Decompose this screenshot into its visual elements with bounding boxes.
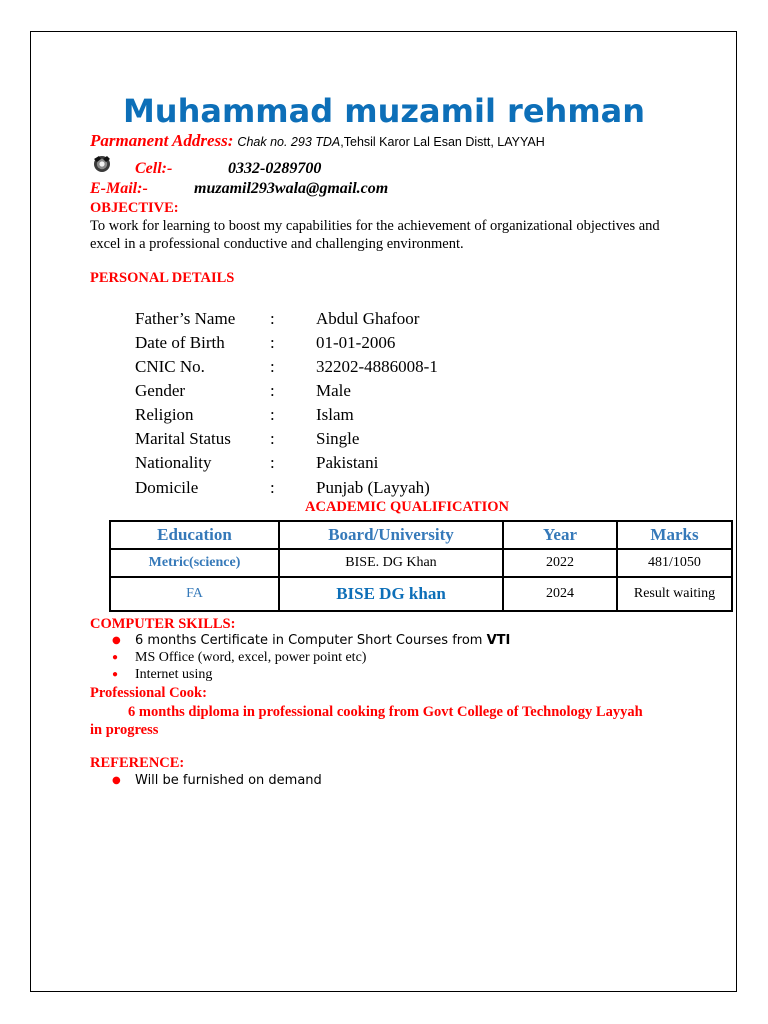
address-value xyxy=(237,135,544,149)
cell-value: 0332-0289700 xyxy=(228,160,322,177)
personal-colon: : xyxy=(270,405,275,424)
personal-colon: : xyxy=(270,357,275,376)
personal-value: 01-01-2006 xyxy=(316,333,396,352)
table-row xyxy=(110,549,732,577)
skill-text: MS Office (word, excel, power point etc) xyxy=(135,650,367,665)
academic-qualification-heading: ACADEMIC QUALIFICATION xyxy=(305,499,509,515)
resume-name: Muhammad muzamil rehman xyxy=(122,92,646,130)
reference-heading: REFERENCE: xyxy=(90,755,185,771)
skill-text: 6 months Certificate in Computer Short Courses from xyxy=(135,633,487,648)
list-item xyxy=(112,650,366,666)
objective-heading: OBJECTIVE: xyxy=(90,200,179,216)
cook-description: 6 months diploma in professional cooking from Govt College of Technology Layyah xyxy=(128,704,643,720)
table-cell-education: FA xyxy=(110,577,279,611)
personal-key: Gender xyxy=(135,381,186,400)
table-cell-year: 2024 xyxy=(503,577,617,611)
personal-key: CNIC No. xyxy=(135,357,205,376)
bullet-icon: ● xyxy=(112,635,121,646)
personal-key: Father’s Name xyxy=(135,309,236,328)
personal-value: Male xyxy=(316,381,351,400)
professional-cook-heading: Professional Cook: xyxy=(90,685,207,701)
personal-details-heading: PERSONAL DETAILS xyxy=(90,270,235,286)
personal-colon: : xyxy=(270,478,275,497)
address-label: Parmanent Address: xyxy=(90,131,234,150)
table-header-row xyxy=(110,521,732,549)
personal-colon: : xyxy=(270,309,275,328)
personal-colon: : xyxy=(270,453,275,472)
academic-table xyxy=(109,520,733,612)
skill-text: Internet using xyxy=(135,667,213,682)
computer-skills-heading: COMPUTER SKILLS: xyxy=(90,616,236,632)
list-item xyxy=(112,667,212,683)
list-item xyxy=(112,773,322,788)
personal-key: Nationality xyxy=(135,453,212,472)
table-cell-marks: 481/1050 xyxy=(617,549,732,577)
address-value-rest: ,Tehsil Karor Lal Esan Distt, LAYYAH xyxy=(340,135,545,149)
personal-value: 32202-4886008-1 xyxy=(316,357,438,376)
address-value-italic: Chak no. 293 TDA xyxy=(237,135,341,149)
personal-key: Marital Status xyxy=(135,429,231,448)
list-item xyxy=(112,633,510,648)
cook-status: in progress xyxy=(90,722,159,738)
phone-icon xyxy=(92,155,112,173)
bullet-icon: ● xyxy=(112,775,121,786)
personal-colon: : xyxy=(270,429,275,448)
bullet-icon: ● xyxy=(112,652,119,664)
personal-colon: : xyxy=(270,333,275,352)
personal-value: Pakistani xyxy=(316,453,379,472)
column-header: Board/University xyxy=(279,521,503,549)
table-cell-year: 2022 xyxy=(503,549,617,577)
personal-colon: : xyxy=(270,381,275,400)
personal-key: Domicile xyxy=(135,478,199,497)
table-cell-marks: Result waiting xyxy=(617,577,732,611)
table-row xyxy=(110,577,732,611)
column-header: Year xyxy=(503,521,617,549)
personal-value: Punjab (Layyah) xyxy=(316,478,430,497)
personal-value: Islam xyxy=(316,405,354,424)
cell-label: Cell:- xyxy=(135,160,173,177)
reference-text: Will be furnished on demand xyxy=(135,773,322,788)
bullet-icon: ● xyxy=(112,669,119,681)
address-line xyxy=(90,131,545,151)
email-label: E-Mail:- xyxy=(90,180,148,197)
personal-key: Date of Birth xyxy=(135,333,225,352)
skill-text-bold: VTI xyxy=(486,633,511,648)
objective-text: To work for learning to boost my capabilities for the achievement of organizational objectives and excel in a professional conductive and challenging environment. xyxy=(90,218,660,252)
email-value: muzamil293wala@gmail.com xyxy=(194,180,389,197)
personal-key: Religion xyxy=(135,405,194,424)
table-cell-education: Metric(science) xyxy=(110,549,279,577)
personal-value: Abdul Ghafoor xyxy=(316,309,420,328)
column-header: Education xyxy=(110,521,279,549)
personal-value: Single xyxy=(316,429,360,448)
table-cell-board: BISE. DG Khan xyxy=(279,549,503,577)
column-header: Marks xyxy=(617,521,732,549)
table-cell-board: BISE DG khan xyxy=(279,577,503,611)
